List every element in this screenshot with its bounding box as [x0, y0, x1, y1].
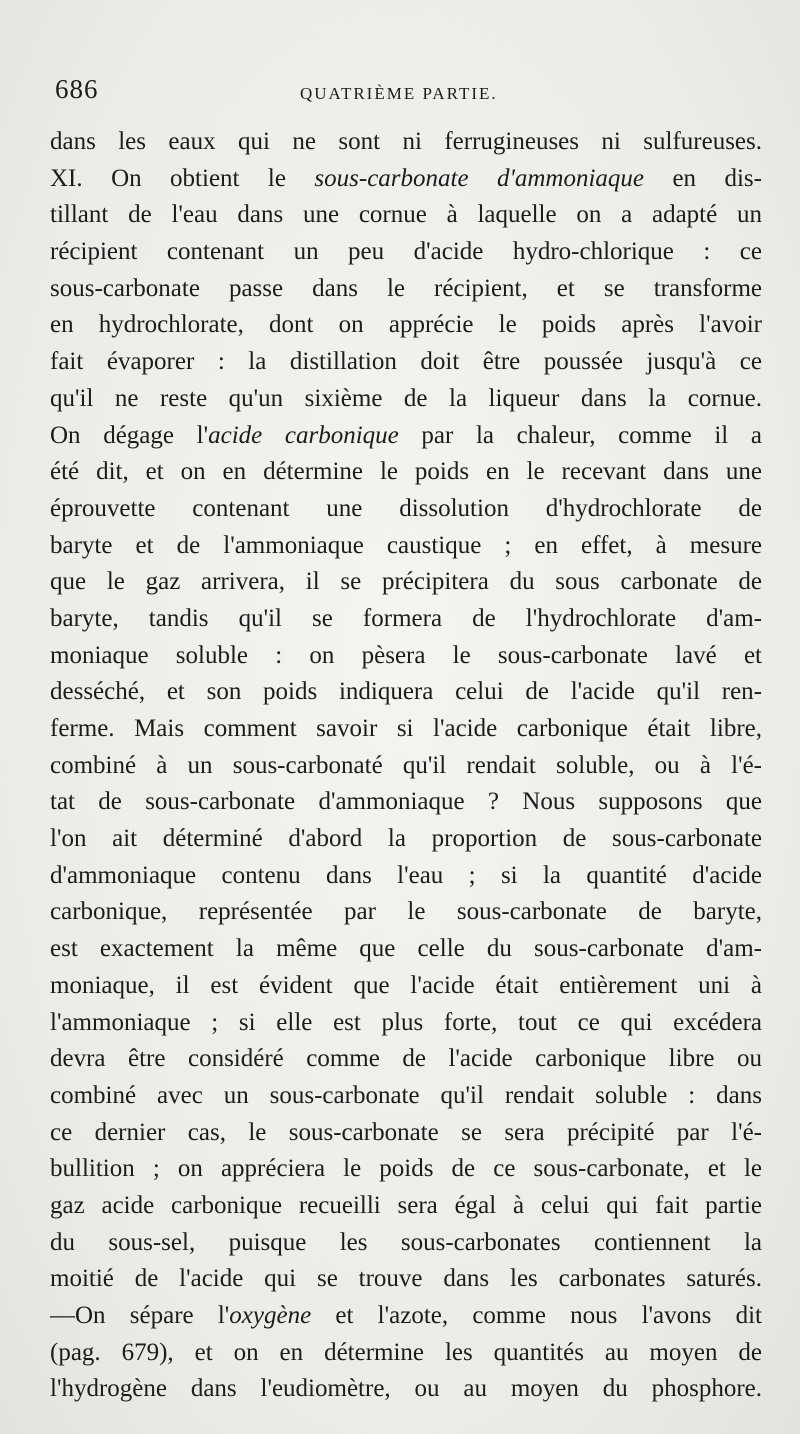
- text-line: l'ammoniaque ; si elle est plus forte, tout ce qui excédera: [50, 1008, 762, 1036]
- text-line: moniaque soluble : on pèsera le sous-carbonate lavé et: [50, 641, 762, 669]
- text-line: bullition ; on appréciera le poids de ce sous-carbonate, et le: [50, 1155, 762, 1183]
- text-line: en hydrochlorate, dont on apprécie le poids après l'avoir: [50, 311, 762, 339]
- text-line: carbonique, représentée par le sous-carbonate de baryte,: [50, 898, 762, 926]
- text-line: l'on ait déterminé d'abord la proportion de sous-carbonate: [50, 825, 762, 853]
- page-number: 686: [55, 74, 99, 104]
- text-line: moitié de l'acide qui se trouve dans les carbonates saturés.: [50, 1265, 762, 1293]
- text-line: éprouvette contenant une dissolution d'hydrochlorate de: [50, 494, 762, 522]
- text-line: du sous-sel, puisque les sous-carbonates contiennent la: [50, 1228, 762, 1256]
- body-text: [50, 124, 762, 1408]
- text-line: récipient contenant un peu d'acide hydro-chlorique : ce: [50, 238, 762, 266]
- text-line: (pag. 679), et on en détermine les quantités au moyen de: [50, 1338, 762, 1366]
- text-line: fait évaporer : la distillation doit être poussée jusqu'à ce: [50, 348, 762, 376]
- text-line: sous-carbonate passe dans le récipient, et se transforme: [50, 274, 762, 302]
- text-line: est exactement la même que celle du sous-carbonate d'am-: [50, 935, 762, 963]
- text-line: combiné avec un sous-carbonate qu'il rendait soluble : dans: [50, 1081, 762, 1109]
- text-line: gaz acide carbonique recueilli sera égal à celui qui fait partie: [50, 1191, 762, 1219]
- text-line: ce dernier cas, le sous-carbonate se sera précipité par l'é-: [50, 1118, 762, 1146]
- text-line: d'ammoniaque contenu dans l'eau ; si la quantité d'acide: [50, 861, 762, 889]
- text-line: ferme. Mais comment savoir si l'acide carbonique était libre,: [50, 715, 762, 742]
- text-line: tat de sous-carbonate d'ammoniaque ? Nous supposons que: [50, 788, 762, 816]
- text-line: que le gaz arrivera, il se précipitera du sous carbonate de: [50, 568, 762, 596]
- text-line: dans les eaux qui ne sont ni ferrugineuses ni sulfureuses.: [50, 128, 762, 155]
- text-line: desséché, et son poids indiquera celui de l'acide qu'il ren-: [50, 678, 762, 706]
- text-line: moniaque, il est évident que l'acide était entièrement uni à: [50, 971, 762, 999]
- text-line: combiné à un sous-carbonaté qu'il rendait soluble, ou à l'é-: [50, 751, 762, 779]
- text-line: —On sépare l'oxygène et l'azote, comme nous l'avons dit: [50, 1302, 762, 1329]
- text-line: XI. On obtient le sous-carbonate d'ammoniaque en dis-: [50, 164, 762, 192]
- running-head: QUATRIÈME PARTIE.: [300, 84, 498, 103]
- text-line: qu'il ne reste qu'un sixième de la liqueur dans la cornue.: [50, 384, 762, 412]
- text-line: devra être considéré comme de l'acide carbonique libre ou: [50, 1045, 762, 1073]
- text-line: tillant de l'eau dans une cornue à laquelle on a adapté un: [50, 201, 762, 229]
- text-line: été dit, et on en détermine le poids en le recevant dans une: [50, 458, 762, 486]
- text-line: l'hydrogène dans l'eudiomètre, ou au moyen du phosphore.: [50, 1375, 762, 1403]
- page-header: [55, 70, 755, 110]
- text-line: baryte et de l'ammoniaque caustique ; en effet, à mesure: [50, 531, 762, 559]
- text-line: On dégage l'acide carbonique par la chaleur, comme il a: [50, 421, 762, 449]
- text-line: baryte, tandis qu'il se formera de l'hydrochlorate d'am-: [50, 604, 762, 632]
